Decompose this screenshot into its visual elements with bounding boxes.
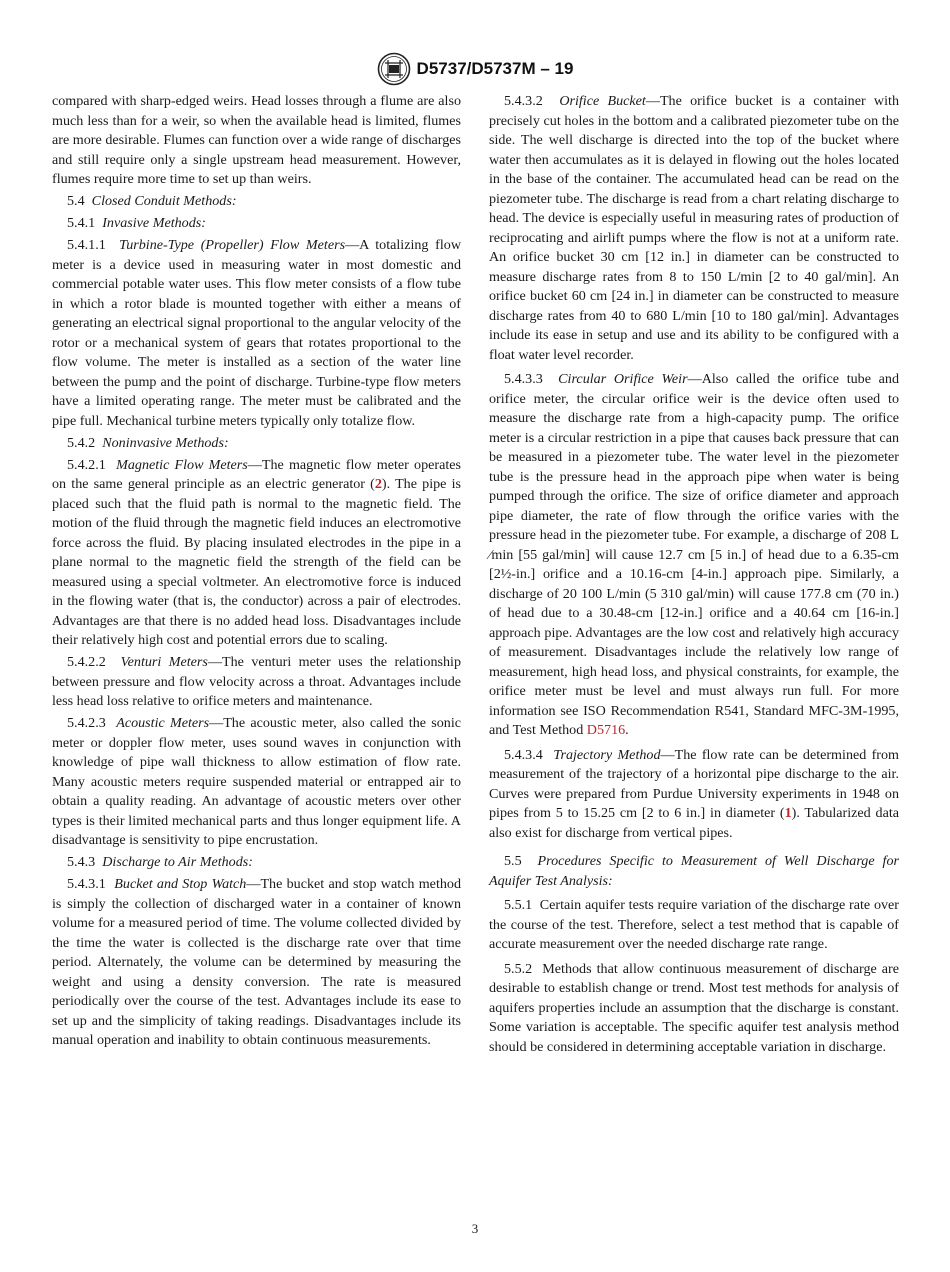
section-5-4-2-1-magnetic-meters: 5.4.2.1 Magnetic Flow Meters—The magnetic flow meter operates on the same general principle as an electric generator (2). The pipe is placed such that the fluid path is normal to the magnetic field. The motion of the fluid through the magnetic field induces an electromotive force across the fluid. By placing insulated electrodes in the pipe in a plane normal to the magnetic field the strength of the field can be measured using a special voltmeter. An electromotive force is induced in the flowing water (that is, the conductor) across a pair of electrodes. Advantages are that there is no added head loss. Disadvantages include their relatively high cost and potential errors due to scaling.: [52, 456, 462, 648]
reference-link-1[interactable]: 1: [784, 805, 792, 821]
section-5-4-3-4-trajectory-method: 5.4.3.4 Trajectory Method—The flow rate can be determined from measurement of the trajectory of a horizontal pipe discharge to the air. Curves were prepared from Purdue University experiments in 1948 on pipes from 5 to 15.25 cm [2 to 6 in.] in diameter (1). Tabularized data also exist for discharge from vertical pipes.: [489, 746, 900, 841]
reference-link-d5716[interactable]: D5716: [586, 722, 626, 738]
page-number: 3: [471, 1221, 479, 1236]
left-column: [52, 92, 461, 1053]
section-5-4-1-1-turbine-meters: 5.4.1.1 Turbine-Type (Propeller) Flow Meters—A totalizing flow meter is a device used in measuring water in most domestic and commercial potable water uses. This flow meter consists of a flow tube in which a rotor blade is mounted together with either a means of generating an electrical signal proportional to the angular velocity of the rotor or a mechanical system of gears that rotates proportional to the flow volume. The meter is installed as a section of the water line between the pump and the point of discharge. Turbine-type flow meters have a limited operating range. The meter must be calibrated and the pipe full. Mechanical turbine meters typically only totalize flow.: [52, 237, 461, 429]
section-5-4-3-1-bucket-stop-watch: 5.4.3.1 Bucket and Stop Watch—The bucket and stop watch method is simply the collection of discharged water in a container of known volume for a measured period of time. The volume collected divided by the time the water is collected is the discharge rate over that time period. Alternately, the volume can be determined by measuring the weight and using a density conversion. The rate is measured periodically over the course of the test. Advantages include its ease to set up and the simplicity of taking readings. Disadvantages include its manual operation and inability to obtain continuous measurements.: [52, 876, 461, 1048]
section-5-5-2: 5.5.2 Methods that allow continuous measurement of discharge are desirable to establish change or trend. Most test methods for analysis of aquifers properties include an assumption that the discharge is constant. Some variation is acceptable. The specific aquifer test analysis method should be considered in determining acceptable variation in discharge.: [489, 960, 899, 1055]
section-5-4-2-3-acoustic-meters: 5.4.2.3 Acoustic Meters—The acoustic meter, also called the sonic meter or doppler flow meter, uses sound waves in conjunction with knowledge of pipe wall thickness to allow estimation of flow rate. Many acoustic meters require suspended material or entrapped air to obtain a quality reading. An advantage of acoustic meters over other types is their limited mechanical parts and thus longer equipment life. A disadvantage is sensitivity to pipe encrustation.: [52, 715, 461, 848]
section-5-4-2-heading: 5.4.2 Noninvasive Methods:: [67, 434, 229, 451]
section-5-4-3-2-orifice-bucket: 5.4.3.2 Orifice Bucket—The orifice bucket is a container with precisely cut holes in the bottom and a calibrated piezometer tube on the side. The well discharge is directed into the top of the bucket where water then accumulates as it is delayed in flowing out the holes located in the base of the container. The accumulated head can be read on the piezometer tube. The discharge is read from a chart relating discharge to head. The device is especially useful in measuring rates of production of reciprocating and airlift pumps where the flow is not at a uniform rate. An orifice bucket 30 cm [12 in.] in diameter can be constructed to measure discharge rates from 8 to 150 L/min [2 to 40 gal/min]. An orifice bucket 60 cm [24 in.] in diameter can be constructed to measure discharge rates from 40 to 680 L/min [10 to 180 gal/min]. Advantages include its ease in setup and use and its ability to be configured with a float water level recorder.: [489, 93, 899, 363]
section-5-4-3-heading: 5.4.3 Discharge to Air Methods:: [67, 854, 253, 870]
section-5-5-1: 5.5.1 Certain aquifer tests require variation of the discharge rate over the course of the test. Therefore, select a test method that is capable of accurate measurement over the needed discharge rate range.: [489, 897, 899, 952]
right-column: [489, 92, 899, 1060]
astm-logo-icon: [377, 52, 411, 86]
paragraph-flumes-continued: compared with sharp-edged weirs. Head losses through a flume are also much less than for a weir, so when the available head is limited, flumes are more desirable. Flumes can function over a wide range of discharges and still require only a single upstream head measurement. However, flumes require more time to set up than weirs.: [52, 93, 461, 187]
page-header: [0, 52, 950, 86]
section-5-4-2-2-venturi-meters: 5.4.2.2 Venturi Meters—The venturi meter uses the relationship between pressure and flow velocity across a throat. Advantages include less head loss relative to orifice meters and maintenance.: [52, 654, 462, 709]
section-5-4-heading: 5.4 Closed Conduit Methods:: [67, 193, 237, 209]
section-5-4-3-3-circular-orifice-weir: 5.4.3.3 Circular Orifice Weir—Also called the orifice tube and orifice meter, the circular orifice weir is the device often used to measure the discharge rate from a high-capacity pump. The orifice meter is a circular restriction in a pipe that causes back pressure that can be measured in a piezometer tube. The water level in the piezometer tube is the pressure head in the approach pipe when water is being pumped through the orifice. The size of orifice diameter and approach pipe diameter, the rate of flow through the orifice varies with the pressure head in the piezometer tube. For example, a discharge of 208 L ⁄min [55 gal/min] will cause 12.7 cm [5 in.] of head due to a 6.35-cm [2½-in.] orifice and a 10.16-cm [4-in.] approach pipe. Similarly, a discharge of 20 100 L/min (5 310 gal/min) will cause 177.8 cm (70 in.) of head due to a 30.48-cm [12-in.] orifice and a 40.64 cm [16-in.] approach pipe. Advantages are the low cost and relatively high accuracy of measurement. Disadvantages include the relatively low range of measurement, high head loss, and physical constraints, for example, the orifice meter must be level and must always run full. For more information see ISO Recommendation R541, Standard MFC-3M-1995, and Test Method D5716.: [489, 371, 900, 738]
standard-designation: D5737/D5737M – 19: [416, 59, 574, 78]
section-5-4-1-heading: 5.4.1 Invasive Methods:: [67, 215, 206, 231]
reference-link-2[interactable]: 2: [374, 476, 382, 492]
section-5-5-heading: 5.5 Procedures Specific to Measurement of Well Discharge for Aquifer Test Analysis:: [489, 853, 899, 889]
